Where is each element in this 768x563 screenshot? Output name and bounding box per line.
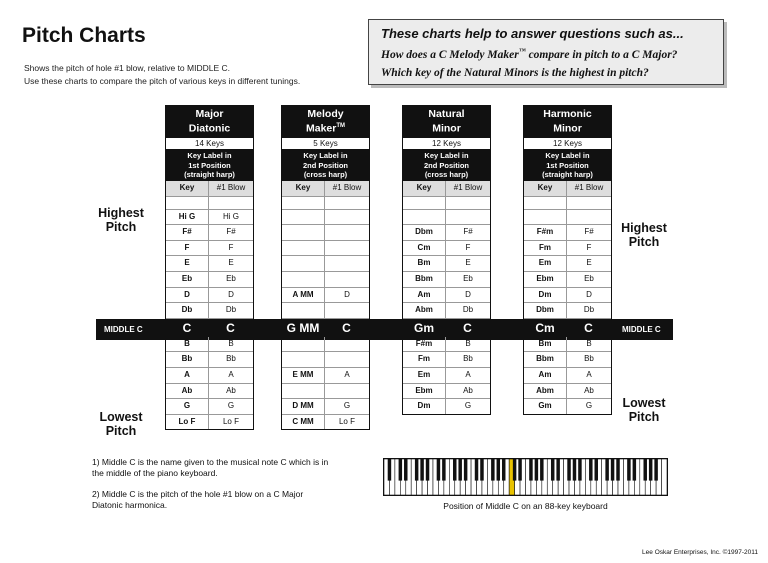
table-row <box>403 197 490 210</box>
table-row: Dbm Db <box>524 303 611 319</box>
keyboard-caption: Position of Middle C on an 88-key keyboard <box>443 501 608 511</box>
black-key <box>453 459 456 481</box>
pitch-grid <box>165 181 254 430</box>
table-row: A MM D <box>282 288 369 304</box>
black-key <box>518 459 521 481</box>
table-row: Cm F <box>403 241 490 257</box>
table-row: Am A <box>524 368 611 384</box>
piano-keyboard-graphic <box>384 459 667 495</box>
table-row: Fm F <box>524 241 611 257</box>
black-key <box>513 459 516 481</box>
black-key <box>404 459 407 481</box>
column-title: Melody Maker™ <box>281 105 370 137</box>
black-key <box>535 459 538 481</box>
subtitle-line-1: Shows the pitch of hole #1 blow, relative to MIDDLE C. <box>24 63 230 73</box>
table-row: D MM G <box>282 399 369 415</box>
middle-c-row: Gm C <box>413 320 472 335</box>
black-key <box>556 459 559 481</box>
black-key <box>643 459 646 481</box>
table-row <box>282 210 369 226</box>
grid-header-row: Key #1 Blow <box>282 181 369 197</box>
black-key <box>415 459 418 481</box>
middle-c-label-right: MIDDLE C <box>622 325 661 334</box>
question-1: How does a C Melody Maker™ compare in pitch to a C Major? <box>381 47 678 61</box>
pitch-grid <box>523 181 612 415</box>
column-title: Major Diatonic <box>165 105 254 137</box>
table-row: Abm Db <box>403 303 490 319</box>
table-row: C MM Lo F <box>282 415 369 431</box>
pitch-grid <box>281 181 370 430</box>
table-row <box>282 352 369 368</box>
black-key <box>426 459 429 481</box>
black-key <box>442 459 445 481</box>
table-row <box>282 256 369 272</box>
black-key <box>589 459 592 481</box>
table-row: G G <box>166 399 253 415</box>
table-row <box>524 197 611 210</box>
lowest-pitch-label-right: Lowest Pitch <box>622 396 666 424</box>
white-key <box>662 459 667 495</box>
table-row: Dm D <box>524 288 611 304</box>
black-key <box>654 459 657 481</box>
table-row: Em A <box>403 368 490 384</box>
table-row: Fm Bb <box>403 352 490 368</box>
table-row: Am D <box>403 288 490 304</box>
black-key <box>595 459 598 481</box>
question-2: Which key of the Natural Minors is the highest in pitch? <box>381 67 649 79</box>
table-row: Dbm F# <box>403 225 490 241</box>
subtitle-line-2: Use these charts to compare the pitch of various keys in different tunings. <box>24 76 301 86</box>
table-row: Lo F Lo F <box>166 415 253 431</box>
question-box-heading: These charts help to answer questions such as... <box>381 26 684 41</box>
note-2: 2) Middle C is the pitch of the hole #1 blow on a C Major Diatonic harmonica. <box>92 489 304 510</box>
black-key <box>437 459 440 481</box>
chart-column-0 <box>165 105 254 430</box>
black-key <box>388 459 391 481</box>
table-row: Hi G Hi G <box>166 210 253 226</box>
black-key <box>633 459 636 481</box>
black-key <box>458 459 461 481</box>
table-row <box>166 197 253 210</box>
black-key <box>578 459 581 481</box>
highest-pitch-label-right: Highest Pitch <box>621 221 667 249</box>
table-row <box>282 197 369 210</box>
table-row <box>282 225 369 241</box>
column-title: Natural Minor <box>402 105 491 137</box>
key-label-description: Key Label in 2nd Position (cross harp) <box>402 150 491 181</box>
table-row: F#m F# <box>524 225 611 241</box>
table-row: E MM A <box>282 368 369 384</box>
chart-column-2 <box>402 105 491 415</box>
black-key <box>540 459 543 481</box>
question-box <box>368 19 724 85</box>
black-key <box>475 459 478 481</box>
chart-column-1 <box>281 105 370 430</box>
black-key <box>567 459 570 481</box>
note-1: 1) Middle C is the name given to the musical note C which is in the middle of the piano keyboard. <box>92 457 329 478</box>
table-row: Eb Eb <box>166 272 253 288</box>
table-row: D D <box>166 288 253 304</box>
black-key <box>480 459 483 481</box>
middle-c-row: G MM C <box>286 320 351 335</box>
page-title: Pitch Charts <box>22 24 146 47</box>
table-row: Bbm Eb <box>403 272 490 288</box>
table-row: Db Db <box>166 303 253 319</box>
table-row: E E <box>166 256 253 272</box>
pitch-grid <box>402 181 491 415</box>
table-row: B B <box>166 337 253 353</box>
table-row: Em E <box>524 256 611 272</box>
black-key <box>649 459 652 481</box>
black-key <box>497 459 500 481</box>
black-key <box>611 459 614 481</box>
table-row: F#m B <box>403 337 490 353</box>
black-key <box>399 459 402 481</box>
key-label-description: Key Label in 1st Position (straight harp) <box>165 150 254 181</box>
table-row <box>282 384 369 400</box>
table-row <box>282 272 369 288</box>
middle-c-label-left: MIDDLE C <box>104 325 143 334</box>
highest-pitch-label-left: Highest Pitch <box>98 206 144 234</box>
chart-column-3 <box>523 105 612 415</box>
table-row: A A <box>166 368 253 384</box>
table-row: F F <box>166 241 253 257</box>
key-label-description: Key Label in 2nd Position (cross harp) <box>281 150 370 181</box>
black-key <box>491 459 494 481</box>
table-row: Bm E <box>403 256 490 272</box>
black-key <box>551 459 554 481</box>
key-count: 12 Keys <box>402 137 491 150</box>
table-row: Bbm Bb <box>524 352 611 368</box>
table-row <box>282 337 369 353</box>
table-row: Dm G <box>403 399 490 415</box>
table-row: Abm Ab <box>524 384 611 400</box>
middle-c-row: C C <box>182 320 235 335</box>
black-key <box>627 459 630 481</box>
grid-header-row: Key #1 Blow <box>403 181 490 197</box>
table-row: Gm G <box>524 399 611 415</box>
column-title: Harmonic Minor <box>523 105 612 137</box>
middle-c-row: Cm C <box>535 320 593 335</box>
black-key <box>420 459 423 481</box>
table-row <box>403 210 490 226</box>
table-row <box>524 210 611 226</box>
table-row: F# F# <box>166 225 253 241</box>
black-key <box>616 459 619 481</box>
piano-keyboard <box>383 458 668 496</box>
table-row: Ebm Ab <box>403 384 490 400</box>
table-row: Bb Bb <box>166 352 253 368</box>
key-count: 14 Keys <box>165 137 254 150</box>
black-key <box>605 459 608 481</box>
black-key <box>502 459 505 481</box>
black-key <box>529 459 532 481</box>
table-row: Ab Ab <box>166 384 253 400</box>
table-row <box>282 303 369 319</box>
key-count: 5 Keys <box>281 137 370 150</box>
table-row <box>282 241 369 257</box>
footer-copyright: Lee Oskar Enterprises, Inc. ©1997-2011 <box>642 549 758 556</box>
grid-header-row: Key #1 Blow <box>166 181 253 197</box>
grid-header-row: Key #1 Blow <box>524 181 611 197</box>
black-key <box>573 459 576 481</box>
black-key <box>464 459 467 481</box>
table-row: Ebm Eb <box>524 272 611 288</box>
key-count: 12 Keys <box>523 137 612 150</box>
key-label-description: Key Label in 1st Position (straight harp) <box>523 150 612 181</box>
table-row: Bm B <box>524 337 611 353</box>
lowest-pitch-label-left: Lowest Pitch <box>99 410 143 438</box>
